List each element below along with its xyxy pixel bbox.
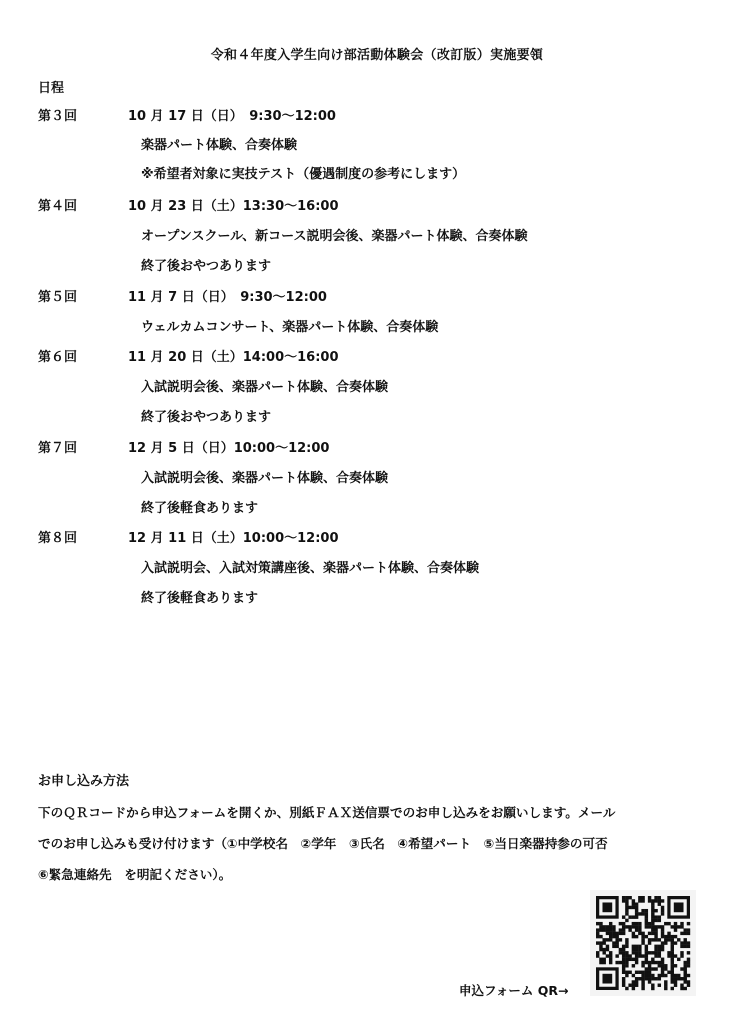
session-line: 終了後おやつあります — [141, 259, 272, 274]
session-datetime: 12 月 11 日（土）10:00〜12:00 — [128, 531, 339, 546]
apply-line: でのお申し込みも受け付けます（①中学校名 ②学年 ③氏名 ④希望パート ⑤当日楽器持参の可否 — [38, 836, 608, 851]
session-number: 第４回 — [38, 199, 78, 214]
session-number: 第６回 — [38, 350, 78, 365]
session-number: 第３回 — [38, 109, 78, 124]
qr-code-graphic — [590, 890, 696, 996]
session-line: 入試説明会後、楽器パート体験、合奏体験 — [141, 471, 389, 486]
session-number: 第７回 — [38, 441, 78, 456]
session-line: 入試説明会、入試対策講座後、楽器パート体験、合奏体験 — [141, 561, 480, 576]
apply-instructions — [38, 797, 728, 890]
session-line: オープンスクール、新コース説明会後、楽器パート体験、合奏体験 — [141, 229, 528, 244]
session-datetime: 10 月 23 日（土）13:30〜16:00 — [128, 199, 339, 214]
session-line: ウェルカムコンサート、楽器パート体験、合奏体験 — [141, 320, 439, 335]
session-line: 終了後軽食あります — [141, 591, 259, 606]
session-line: ※希望者対象に実技テスト（優遇制度の参考にします） — [141, 167, 466, 182]
session-line: 終了後おやつあります — [141, 410, 272, 425]
apply-line: 下のＱＲコードから申込フォームを開くか、別紙ＦＡＸ送信票でのお申し込みをお願いします。メール — [38, 805, 616, 820]
session-datetime: 11 月 20 日（土）14:00〜16:00 — [128, 350, 339, 365]
session-line: 終了後軽食あります — [141, 501, 259, 516]
session-datetime: 11 月 7 日（日） 9:30〜12:00 — [128, 290, 327, 305]
session-datetime: 10 月 17 日（日） 9:30〜12:00 — [128, 109, 336, 124]
session-number: 第５回 — [38, 290, 78, 305]
qr-code-icon[interactable] — [590, 890, 696, 996]
apply-heading: お申し込み方法 — [38, 774, 130, 789]
session-datetime: 12 月 5 日（日）10:00〜12:00 — [128, 441, 330, 456]
session-line: 楽器パート体験、合奏体験 — [141, 138, 298, 153]
apply-line: ⑥緊急連絡先 を明記ください）。 — [38, 867, 232, 882]
session-line: 入試説明会後、楽器パート体験、合奏体験 — [141, 380, 389, 395]
session-number: 第８回 — [38, 531, 78, 546]
qr-label: 申込フォーム QR→ — [459, 983, 569, 998]
page-title: 令和４年度入学生向け部活動体験会（改訂版）実施要領 — [210, 48, 544, 63]
schedule-heading: 日程 — [38, 81, 65, 96]
